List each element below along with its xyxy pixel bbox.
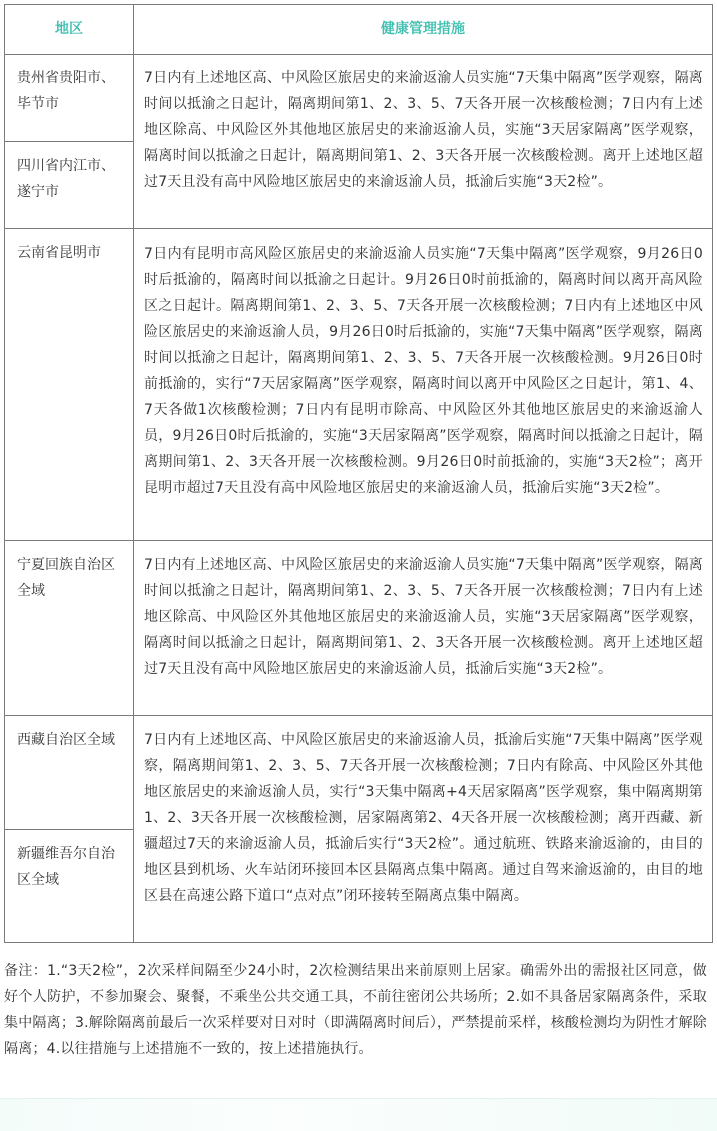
- measure-cell: 7日内有上述地区高、中风险区旅居史的来渝返渝人员实施“7天集中隔离”医学观察，隔离时间以抵渝之日起计，隔离期间第1、2、3、5、7天各开展一次核酸检测；7日内有上述地区除高、中风险区外其他地区旅居史的来渝返渝人员，实施“3天居家隔离”医学观察，隔离时间以抵渝之日起计，隔离期间第1、2、3天各开展一次核酸检测。离开上述地区超过7天且没有高中风险地区旅居史的来渝返渝人员，抵渝后实施“3天2检”。: [144, 557, 703, 677]
- measure-cell: 7日内有昆明市高风险区旅居史的来渝返渝人员实施“7天集中隔离”医学观察，9月26日0时后抵渝的，隔离时间以抵渝之日起计。9月26日0时前抵渝的，隔离时间以离开高风险区之日起计。隔离期间第1、2、3、5、7天各开展一次核酸检测；7日内有上述地区中风险区旅居史的来渝返渝人员，9月26日0时后抵渝的，实施“7天集中隔离”医学观察，隔离时间以抵渝之日起计，隔离期间第1、2、3、5、7天各开展一次核酸检测。9月26日0时前抵渝的，实行“7天居家隔离”医学观察，隔离时间以离开中风险区之日起计，第1、4、7天各做1次核酸检测；7日内有昆明市除高、中风险区外其他地区旅居史的来渝返渝人员，9月26日0时后抵渝的，实施“3天居家隔离”医学观察，隔离时间以抵渝之日起计，隔离期间第1、2、3天各开展一次核酸检测。9月26日0时前抵渝的，实施“3天2检”；离开昆明市超过7天且没有高中风险地区旅居史的来渝返渝人员，抵渝后实施“3天2检”。: [144, 246, 703, 496]
- row-divider: [5, 540, 712, 541]
- measure-cell: 7日内有上述地区高、中风险区旅居史的来渝返渝人员实施“7天集中隔离”医学观察，隔离时间以抵渝之日起计，隔离期间第1、2、3、5、7天各开展一次核酸检测；7日内有上述地区除高、中风险区外其他地区旅居史的来渝返渝人员，实施“3天居家隔离”医学观察，隔离时间以抵渝之日起计，隔离期间第1、2、3天各开展一次核酸检测。离开上述地区超过7天且没有高中风险地区旅居史的来渝返渝人员，抵渝后实施“3天2检”。: [144, 70, 703, 190]
- region-cell: 贵州省贵阳市、毕节市: [17, 70, 115, 112]
- footer-decoration: [0, 1098, 717, 1131]
- row-divider: [5, 228, 712, 229]
- region-cell: 新疆维吾尔自治区全域: [17, 846, 115, 888]
- region-cell: 宁夏回族自治区全域: [17, 557, 115, 599]
- region-cell: 云南省昆明市: [17, 245, 101, 261]
- measure-cell: 7日内有上述地区高、中风险区旅居史的来渝返渝人员，抵渝后实施“7天集中隔离”医学观察，隔离期间第1、2、3、5、7天各开展一次核酸检测；7日内有除高、中风险区外其他地区旅居史的来渝返渝人员，实行“3天集中隔离+4天居家隔离”医学观察，集中隔离期第1、2、3天各开展一次核酸检测，居家隔离第2、4天各开展一次核酸检测；离开西藏、新疆超过7天的来渝返渝人员，抵渝后实行“3天2检”。通过航班、铁路来渝返渝的，由目的地区县到机场、火车站闭环接回本区县隔离点集中隔离。通过自驾来渝返渝的，由目的地区县在高速公路下道口“点对点”闭环接转至隔离点集中隔离。: [144, 732, 703, 904]
- row-divider: [5, 715, 712, 716]
- region-cell: 西藏自治区全域: [17, 732, 115, 748]
- health-measures-table: [4, 4, 713, 943]
- header-measure: 健康管理措施: [381, 21, 465, 37]
- region-cell: 四川省内江市、遂宁市: [17, 158, 115, 200]
- region-divider: [5, 829, 133, 830]
- header-region: 地区: [55, 21, 83, 37]
- region-divider: [5, 141, 133, 142]
- table-header: [5, 5, 712, 55]
- footnote: 备注：1.“3天2检”，2次采样间隔至少24小时，2次检测结果出来前原则上居家。确需外出的需报社区同意，做好个人防护，不参加聚会、聚餐，不乘坐公共交通工具，不前往密闭公共场所；2.如不具备居家隔离条件，采取集中隔离；3.解除隔离前最后一次采样要对日对时（即满隔离时间后），严禁提前采样，核酸检测均为阴性才解除隔离；4.以往措施与上述措施不一致的，按上述措施执行。: [4, 963, 707, 1057]
